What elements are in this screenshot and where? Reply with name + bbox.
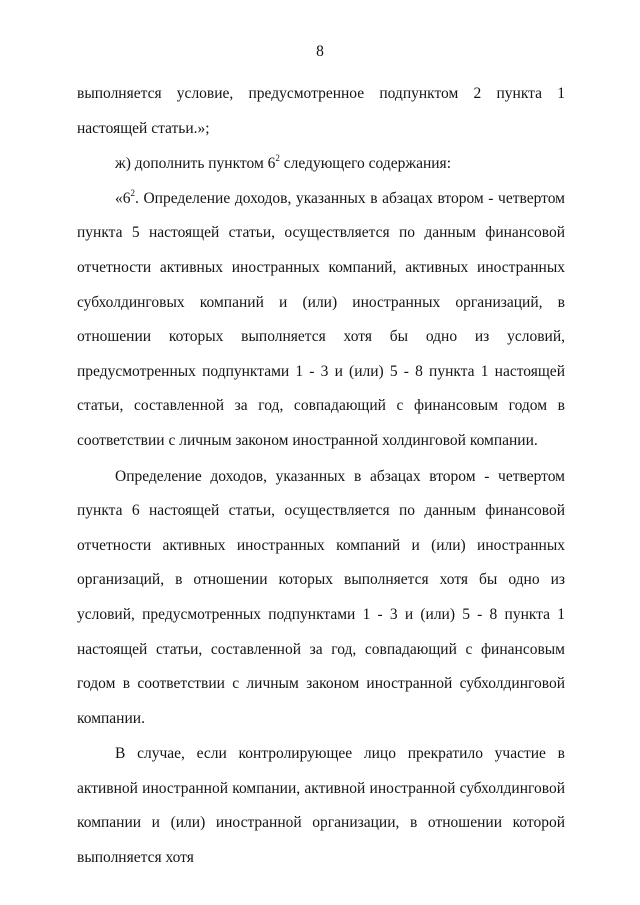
paragraph-amendment-item — [77, 147, 565, 182]
document-body — [77, 77, 565, 876]
superscript: 2 — [275, 153, 280, 164]
page-number: 8 — [316, 43, 324, 60]
paragraph-new-clause — [77, 182, 565, 459]
paragraph-income-definition: Определение доходов, указанных в абзацах втором - четвертом пункта 6 настоящей статьи, осуществляется по данным финансовой отчетности активных иностранных компаний и (или) иностранных организаций, в отношении которых выполняется хотя бы одно из условий, предусмотренных подпунктами 1 - 3 и (или) 5 - 8 пункта 1 настоящей статьи, составленной за год, совпадающий с финансовым годом в соответствии с личным законом иностранной субхолдинговой компании. — [77, 467, 565, 727]
amendment-item-text-end: следующего содержания: — [279, 155, 451, 173]
amendment-item-text: ж) дополнить пунктом 6 — [115, 155, 276, 173]
paragraph-controlling-person: В случае, если контролирующее лицо прекратило участие в активной иностранной компании, активной иностранной субхолдинговой компании и (или) иностранной организации, в отношении которой выполняется хотя — [77, 745, 565, 867]
paragraph-continuation: выполняется условие, предусмотренное подпунктом 2 пункта 1 настоящей статьи.»; — [77, 85, 565, 137]
clause-text: . Определение доходов, указанных в абзацах втором - четвертом пункта 5 настоящей статьи, осуществляется по данным финансовой отчетности активных иностранных компаний, активных иностранных субхолдинговых компаний и (или) иностранных организаций, в отношении которых выполняется хотя бы одно из условий, предусмотренных подпунктами 1 - 3 и (или) 5 - 8 пункта 1 настоящей статьи, составленной за год, совпадающий с финансовым годом в соответствии с личным законом иностранной холдинговой компании. — [77, 189, 565, 449]
superscript: 2 — [130, 187, 135, 198]
clause-number: «6 — [115, 189, 131, 207]
